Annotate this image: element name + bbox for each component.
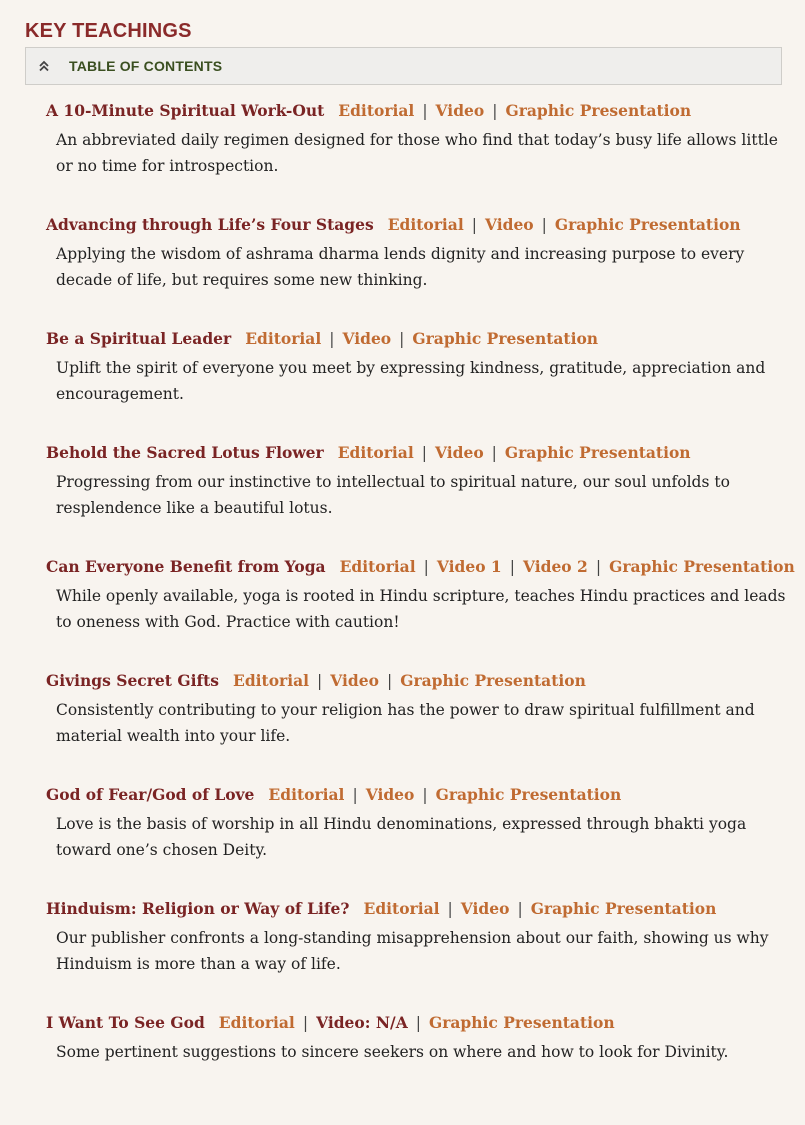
entry-links [388, 215, 741, 234]
entry-title-line [46, 213, 786, 237]
video-link[interactable]: Video [342, 329, 392, 348]
entry-description: While openly available, yoga is rooted in Hindu scripture, teaches Hindu practices and leads to oneness with God. Practice with caution! [56, 587, 786, 631]
entry-title: Advancing through Life’s Four Stages [46, 215, 374, 234]
editorial-link[interactable]: Editorial [218, 1013, 295, 1032]
entry-links [219, 1013, 615, 1032]
entry-title: Givings Secret Gifts [46, 671, 220, 690]
teaching-entry [46, 99, 786, 213]
entry-description: Love is the basis of worship in all Hindu denominations, expressed through bhakti yoga toward one’s chosen Deity. [56, 815, 747, 859]
link-separator: | [422, 786, 428, 804]
video-n-a-label: Video: N/A [316, 1013, 408, 1032]
teaching-entry [46, 669, 786, 783]
link-separator: | [317, 672, 323, 690]
graphic-presentation-link[interactable]: Graphic Presentation [400, 671, 586, 690]
link-separator: | [399, 330, 405, 348]
entry-description: Applying the wisdom of ashrama dharma lends dignity and increasing purpose to every decade of life, but requires some new thinking. [56, 245, 745, 289]
entry-links [338, 101, 691, 120]
teaching-entry [46, 555, 795, 669]
teaching-entry [46, 783, 786, 897]
video-2-link[interactable]: Video 2 [522, 557, 588, 576]
video-link[interactable]: Video [330, 671, 379, 690]
editorial-link[interactable]: Editorial [387, 215, 464, 234]
toc-label: TABLE OF CONTENTS [69, 58, 223, 74]
graphic-presentation-link[interactable]: Graphic Presentation [412, 329, 599, 348]
link-separator: | [492, 102, 498, 120]
link-separator: | [415, 1014, 421, 1032]
link-separator: | [509, 558, 515, 576]
entry-title: Behold the Sacred Lotus Flower [46, 443, 324, 462]
entry-description: Consistently contributing to your religion has the power to draw spiritual fulfillment and material wealth into your life. [56, 701, 755, 745]
link-separator: | [595, 558, 602, 576]
entry-title-line [46, 99, 786, 123]
editorial-link[interactable]: Editorial [268, 785, 345, 804]
link-separator: | [352, 786, 358, 804]
editorial-link[interactable]: Editorial [363, 899, 440, 918]
link-separator: | [541, 216, 547, 234]
video-link[interactable]: Video [365, 785, 415, 804]
graphic-presentation-link[interactable]: Graphic Presentation [554, 215, 741, 234]
graphic-presentation-link[interactable]: Graphic Presentation [609, 557, 795, 576]
link-separator: | [517, 900, 523, 918]
entry-links [340, 557, 795, 576]
entry-title: Can Everyone Benefit from Yoga [46, 557, 326, 576]
link-separator: | [386, 672, 393, 690]
teaching-entry [46, 327, 786, 441]
entry-title-line [46, 897, 786, 921]
teaching-entry [46, 441, 786, 555]
editorial-link[interactable]: Editorial [338, 101, 415, 120]
link-separator: | [471, 216, 477, 234]
entry-title-line [46, 1011, 786, 1035]
link-separator: | [491, 444, 497, 462]
entry-title: A 10-Minute Spiritual Work-Out [46, 101, 325, 120]
editorial-link[interactable]: Editorial [337, 443, 414, 462]
video-link[interactable]: Video [435, 101, 485, 120]
entry-links [338, 443, 691, 462]
entry-description: Some pertinent suggestions to sincere seekers on where and how to look for Divinity. [56, 1043, 729, 1061]
double-chevron-up-icon [37, 59, 51, 73]
teachings-list [46, 99, 795, 1125]
entry-links [364, 899, 717, 918]
entry-links [268, 785, 621, 804]
entry-links [233, 671, 586, 690]
entry-title-line [46, 555, 795, 579]
section-heading: KEY TEACHINGS [25, 20, 192, 42]
video-link[interactable]: Video [484, 215, 534, 234]
editorial-link[interactable]: Editorial [245, 329, 322, 348]
video-link[interactable]: Video [460, 899, 510, 918]
entry-title: Be a Spiritual Leader [46, 329, 232, 348]
link-separator: | [423, 558, 429, 576]
graphic-presentation-link[interactable]: Graphic Presentation [505, 101, 692, 120]
link-separator: | [302, 1014, 309, 1032]
entry-title: I Want To See God [46, 1013, 205, 1032]
editorial-link[interactable]: Editorial [339, 557, 416, 576]
entry-title-line [46, 327, 786, 351]
entry-title-line [46, 441, 786, 465]
entry-title: God of Fear/God of Love [46, 785, 255, 804]
graphic-presentation-link[interactable]: Graphic Presentation [435, 785, 622, 804]
graphic-presentation-link[interactable]: Graphic Presentation [504, 443, 691, 462]
entry-description: Uplift the spirit of everyone you meet by expressing kindness, gratitude, appreciation and encouragement. [56, 359, 766, 403]
teaching-entry [46, 1011, 786, 1125]
entry-links [245, 329, 598, 348]
entry-description: Our publisher confronts a long-standing misapprehension about our faith, showing us why Hinduism is more than a way of life. [56, 929, 769, 973]
editorial-link[interactable]: Editorial [233, 671, 310, 690]
link-separator: | [447, 900, 453, 918]
table-of-contents-toggle[interactable] [25, 47, 782, 85]
entry-title-line [46, 669, 786, 693]
graphic-presentation-link[interactable]: Graphic Presentation [530, 899, 717, 918]
teaching-entry [46, 897, 786, 1011]
video-link[interactable]: Video [434, 443, 484, 462]
entry-description: Progressing from our instinctive to intellectual to spiritual nature, our soul unfolds to resplendence like a beautiful lotus. [56, 473, 730, 517]
entry-title-line [46, 783, 786, 807]
link-separator: | [422, 102, 428, 120]
entry-title: Hinduism: Religion or Way of Life? [46, 899, 350, 918]
link-separator: | [329, 330, 335, 348]
graphic-presentation-link[interactable]: Graphic Presentation [428, 1013, 615, 1032]
video-1-link[interactable]: Video 1 [436, 557, 502, 576]
teaching-entry [46, 213, 786, 327]
link-separator: | [421, 444, 427, 462]
entry-description: An abbreviated daily regimen designed for those who find that today’s busy life allows little or no time for introspection. [56, 131, 778, 175]
